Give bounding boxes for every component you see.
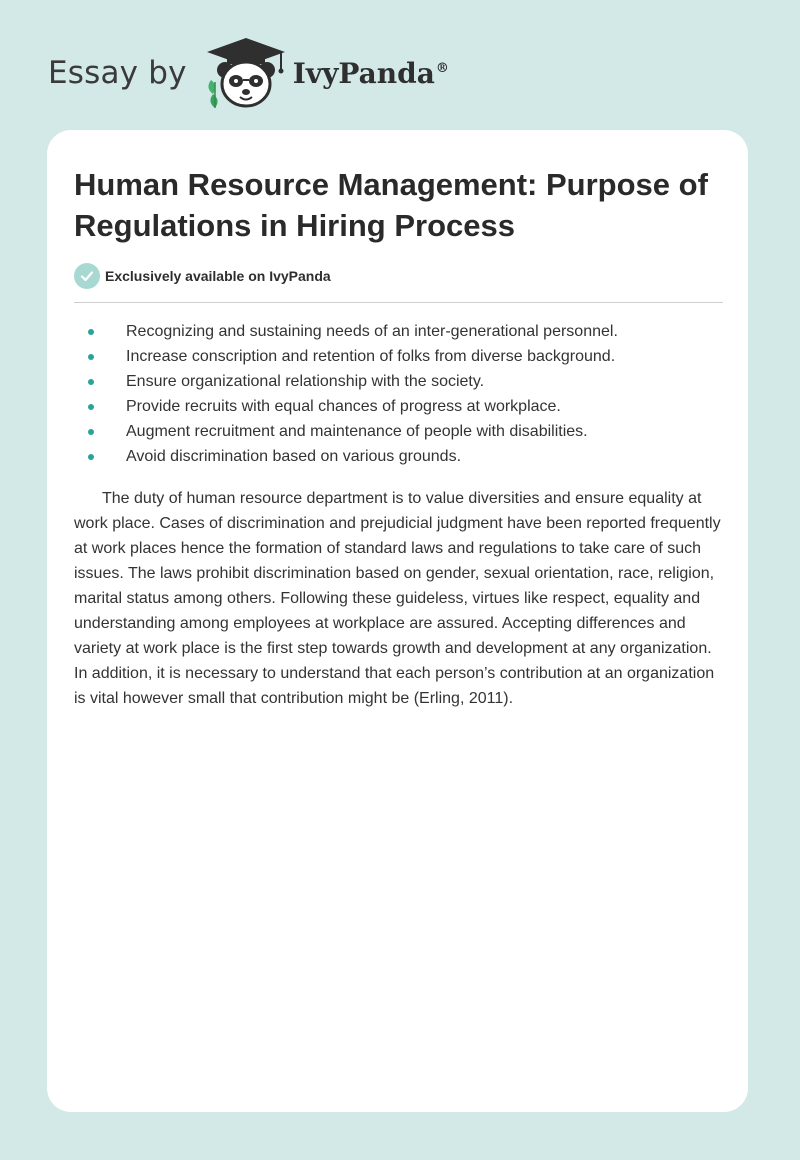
bullet-dot — [88, 454, 94, 460]
exclusive-badge — [74, 263, 331, 289]
divider — [74, 302, 723, 303]
page-title: Human Resource Management: Purpose of Regulations in Hiring Process — [74, 167, 708, 243]
list-item: Avoid discrimination based on various grounds. — [74, 444, 618, 469]
bullet-dot — [88, 429, 94, 435]
list-item: Increase conscription and retention of folks from diverse background. — [74, 344, 618, 369]
bullet-dot — [88, 379, 94, 385]
list-item: Provide recruits with equal chances of progress at workplace. — [74, 394, 618, 419]
list-item: Augment recruitment and maintenance of people with disabilities. — [74, 419, 618, 444]
brand-name[interactable]: IvyPanda® — [292, 56, 449, 90]
check-circle-icon — [74, 263, 100, 289]
list-item: Recognizing and sustaining needs of an inter-generational personnel. — [74, 319, 618, 344]
registered-mark: ® — [435, 61, 449, 77]
list-item: Ensure organizational relationship with the society. — [74, 369, 618, 394]
badge-text: Exclusively available on IvyPanda — [105, 268, 331, 284]
essay-card — [47, 130, 748, 1112]
bullet-list — [74, 319, 618, 469]
bullet-dot — [88, 354, 94, 360]
panda-graduate-icon[interactable] — [203, 36, 289, 110]
bullet-dot — [88, 329, 94, 335]
site-header — [48, 36, 449, 110]
brand-prefix: Essay by — [48, 55, 187, 91]
body-paragraph: The duty of human resource department is to value diversities and ensure equality at work place. Cases of discrimination and prejudicial judgment have been reported frequently at work places hence the formation of standard laws and regulations to take care of such issues. The laws prohibit discrimination based on gender, sexual orientation, race, religion, marital status among others. Following these guideless, virtues like respect, equality and understanding among employees at workplace are assured. Accepting differences and variety at work place is the first step towards growth and development at any organization. In addition, it is necessary to understand that each person’s contribution at an organization is vital however small that contribution might be (Erling, 2011). — [74, 490, 721, 707]
bullet-dot — [88, 404, 94, 410]
